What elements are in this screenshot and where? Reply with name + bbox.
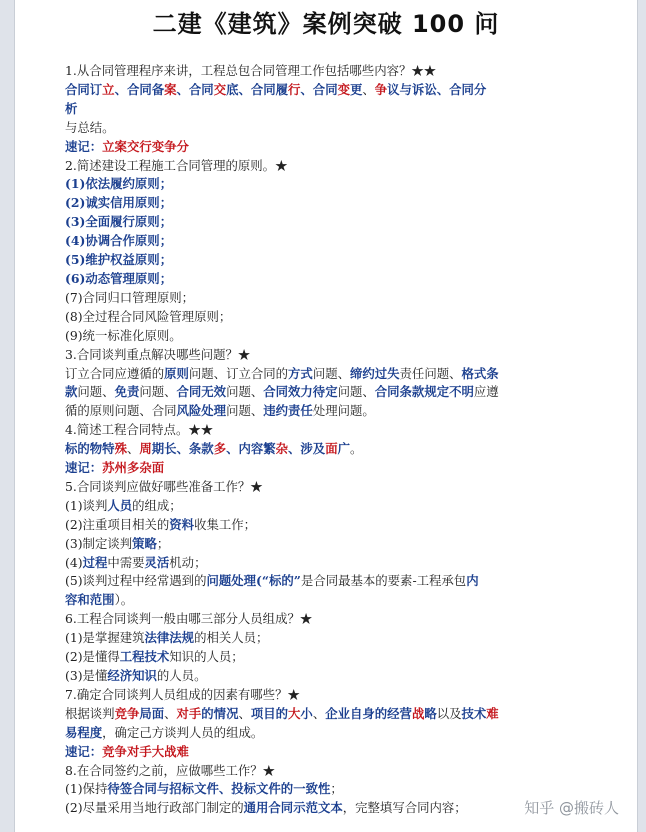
text-span: 更	[349, 81, 363, 97]
text-span: 行	[288, 81, 301, 97]
text-span: 处理问题。	[312, 403, 375, 419]
text-span: ；	[330, 781, 343, 797]
text-span: 通用合同示范文本	[243, 800, 343, 816]
text-line	[65, 308, 585, 327]
text-span: 问题处理(“标的”	[206, 573, 301, 589]
text-span: 、	[312, 705, 326, 721]
text-span: 与总结。	[65, 119, 115, 135]
text-line	[65, 194, 585, 213]
text-span: 的组成；	[132, 497, 182, 513]
text-span: 条款	[188, 441, 214, 457]
document-body	[65, 62, 585, 818]
text-span: (4)	[65, 554, 83, 570]
text-line	[65, 762, 585, 781]
text-line	[65, 100, 585, 119]
text-span: 容和范围	[65, 592, 115, 608]
text-line	[65, 365, 585, 384]
text-span: 问题、	[139, 384, 177, 400]
text-line	[65, 81, 585, 100]
text-span: 原则	[164, 365, 189, 381]
text-span: 7.确定合同谈判人员组成的因素有哪些？★	[65, 686, 300, 702]
text-line	[65, 119, 585, 138]
text-span: 对手	[176, 705, 202, 721]
text-span: 局面	[139, 705, 165, 721]
text-line	[65, 213, 585, 232]
text-line	[65, 799, 585, 818]
text-span: 问题、	[312, 365, 350, 381]
text-line	[65, 402, 585, 421]
text-span: 责任问题、	[399, 365, 462, 381]
text-span: 知识的人员；	[169, 649, 244, 665]
text-line	[65, 610, 585, 629]
watermark: 知乎 @搬砖人	[524, 799, 619, 817]
text-line	[65, 554, 585, 573]
text-line	[65, 780, 585, 799]
text-span: 策略	[132, 535, 157, 551]
text-span: 、合同备	[114, 81, 165, 97]
text-span: 问题、	[226, 384, 264, 400]
text-span: ，完整填写合同内容；	[342, 800, 467, 816]
text-line	[65, 535, 585, 554]
text-span: 法律法规	[144, 630, 195, 646]
text-span: 问题、	[226, 403, 264, 419]
text-span: 合同效力待定	[263, 384, 338, 400]
text-span: 竞争	[114, 705, 140, 721]
text-span: 速记：	[65, 743, 103, 759]
text-span: 的相关人员；	[194, 630, 269, 646]
page-title: 二建《建筑》案例突破 100 问	[152, 10, 500, 38]
text-span: 循的原则问题、合同	[65, 403, 177, 419]
text-span: 问题、	[77, 384, 115, 400]
text-span: 经济知识	[107, 668, 157, 683]
text-span: 竞争对手大战难	[102, 743, 189, 759]
text-span: 合同无效	[176, 384, 227, 400]
text-span: 案	[164, 81, 177, 97]
text-span: 期长、	[151, 441, 189, 457]
text-span: 款	[65, 384, 78, 400]
text-line	[65, 478, 585, 497]
text-span: 5.合同谈判应做好哪些准备工作？★	[65, 478, 263, 494]
text-span: ）。	[114, 592, 134, 608]
text-line	[65, 497, 585, 516]
text-span: (1)是掌握建筑	[65, 630, 145, 646]
text-span: 的人员。	[156, 668, 207, 683]
text-line	[65, 232, 585, 251]
text-span: 、	[164, 705, 177, 721]
text-span: 。	[349, 441, 363, 457]
text-span: 方式	[288, 365, 313, 381]
text-span: 灵活	[144, 554, 170, 570]
text-span: 工程技术	[119, 649, 170, 665]
text-span: (3)制定谈判	[65, 535, 133, 551]
text-span: ；	[156, 535, 170, 551]
text-span: 议与诉讼、合同分	[387, 81, 487, 97]
text-span: 技术	[461, 705, 487, 721]
text-span: 、	[126, 441, 140, 457]
text-span: 立	[102, 81, 115, 97]
text-span: 、涉及	[288, 441, 326, 457]
text-span: 合同订	[65, 81, 103, 97]
text-span: 企业自身的经营	[325, 705, 412, 721]
text-line	[65, 289, 585, 308]
text-span: (2)注重项目相关的	[65, 516, 170, 532]
text-span: 订立合同应遵循的	[65, 365, 165, 381]
text-span: 的情况	[201, 705, 239, 721]
text-span: 、	[362, 81, 375, 97]
text-span: 待签合同与招标文件、投标文件的一致性	[107, 781, 331, 797]
text-span: 多	[213, 441, 227, 457]
text-span: 问题、订立合同的	[188, 365, 289, 381]
text-span: (2)诚实信用原则；	[65, 195, 173, 211]
text-span: 战	[411, 705, 425, 721]
text-span: 过程	[82, 554, 108, 570]
text-line	[65, 686, 585, 705]
text-line	[65, 327, 585, 346]
text-span: 标的物特	[65, 441, 115, 457]
text-span: 应遵	[473, 384, 499, 400]
text-span: 8.在合同签约之前，应做哪些工作？★	[65, 762, 276, 778]
text-span: 格式条	[461, 365, 499, 381]
text-span: 2.简述建设工程施工合同管理的原则。★	[65, 157, 288, 173]
text-span: 难	[486, 705, 499, 721]
text-span: 变	[337, 81, 350, 97]
text-line	[65, 138, 585, 157]
text-span: (4)协调合作原则；	[65, 233, 173, 249]
text-line	[65, 421, 585, 440]
text-span: 中需要	[107, 554, 145, 570]
text-span: 争	[374, 81, 388, 97]
text-span: 速记：	[65, 460, 103, 476]
text-span: 4.简述工程合同特点。★★	[65, 422, 214, 438]
text-span: 略	[424, 705, 437, 721]
text-line	[65, 459, 585, 478]
text-span: 6.工程合同谈判一般由哪三部分人员组成？★	[65, 611, 313, 627]
text-span: 杂	[275, 441, 289, 457]
text-span: 周	[139, 441, 152, 457]
text-span: 殊	[114, 441, 127, 457]
text-span: (3)全面履行原则；	[65, 214, 173, 230]
text-span: (1)依法履约原则；	[65, 176, 173, 192]
text-span: 问题、	[337, 384, 375, 400]
text-line	[65, 629, 585, 648]
text-span: 根据谈判	[65, 705, 115, 721]
text-span: ，确定己方谈判人员的组成。	[102, 724, 264, 740]
text-line	[65, 591, 585, 610]
text-line	[65, 743, 585, 762]
text-span: 是合同最基本的要素-工程承包	[300, 573, 467, 589]
text-span: (9)统一标准化原则。	[65, 327, 182, 343]
text-span: 易程度	[65, 724, 103, 740]
text-span: 苏州多杂面	[102, 460, 165, 476]
text-span: 合同条款规定不明	[374, 384, 474, 400]
text-line	[65, 667, 585, 686]
text-line	[65, 346, 585, 365]
text-span: (7)合同归口管理原则；	[65, 289, 195, 305]
text-span: (1)谈判	[65, 497, 108, 513]
text-line	[65, 724, 585, 743]
text-span: 底	[226, 81, 239, 97]
text-line	[65, 440, 585, 459]
text-line	[65, 572, 585, 591]
text-span: 缔约过失	[349, 365, 400, 381]
text-span: (8)全过程合同风险管理原则；	[65, 308, 232, 324]
text-span: (3)是懂	[65, 668, 108, 683]
text-span: 大	[288, 705, 301, 721]
text-span: 项目的	[250, 705, 289, 721]
text-span: 资料	[169, 516, 195, 532]
text-line	[65, 270, 585, 289]
text-span: 内	[466, 573, 479, 589]
text-span: 析	[65, 100, 78, 116]
text-span: 面	[325, 441, 338, 457]
text-span: 机动；	[169, 554, 207, 570]
text-span: 立案交行变争分	[102, 138, 189, 154]
text-span: (6)动态管理原则；	[65, 270, 173, 286]
text-span: 速记：	[65, 138, 103, 154]
text-span: 交	[213, 81, 227, 97]
text-span: 、合同	[300, 81, 338, 97]
text-span: 以及	[436, 705, 462, 721]
text-span: (5)维护权益原则；	[65, 252, 173, 268]
text-span: 广	[337, 441, 350, 457]
text-span: (5)谈判过程中经常遇到的	[65, 573, 207, 589]
text-span: 收集工作；	[194, 516, 257, 532]
text-span: 、合同	[176, 81, 214, 97]
text-line	[65, 251, 585, 270]
text-line	[65, 383, 585, 402]
text-span: (2)是懂得	[65, 649, 120, 665]
text-span: 、合同履	[238, 81, 289, 97]
text-span: 免责	[114, 384, 140, 400]
text-line	[65, 705, 585, 724]
text-line	[65, 648, 585, 667]
text-span: 人员	[107, 497, 133, 513]
text-span: (1)保持	[65, 781, 108, 797]
document-page	[14, 0, 638, 832]
text-span: 1.从合同管理程序来讲，工程总包合同管理工作包括哪些内容？★★	[65, 63, 437, 78]
text-line	[65, 175, 585, 194]
text-line	[65, 516, 585, 535]
text-span: 、内容繁	[226, 441, 276, 457]
text-span: 违约责任	[263, 403, 313, 419]
text-line	[65, 157, 585, 176]
text-span: 小	[300, 705, 313, 721]
text-span: 、	[238, 705, 251, 721]
text-span: (2)尽量采用当地行政部门制定的	[65, 800, 244, 816]
text-line	[65, 62, 585, 81]
text-span: 风险处理	[176, 403, 227, 419]
text-span: 3.合同谈判重点解决哪些问题？★	[65, 346, 251, 362]
